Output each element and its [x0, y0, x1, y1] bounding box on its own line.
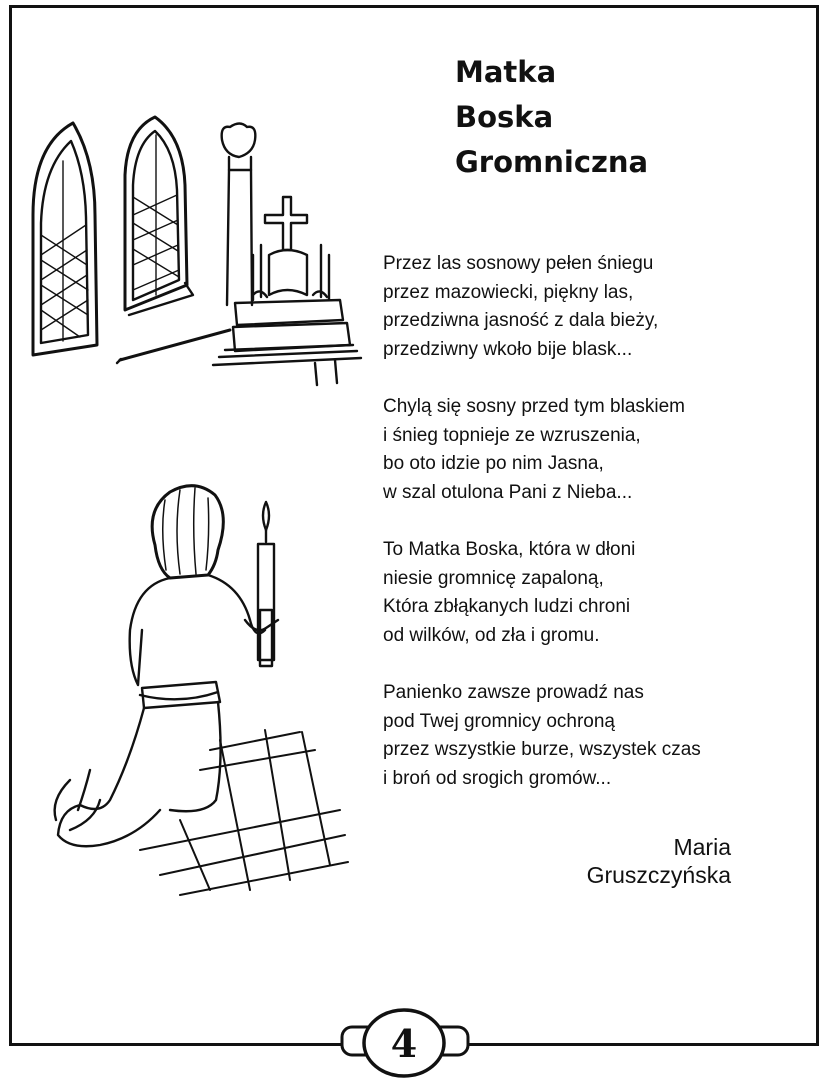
poem-line: przez mazowiecki, piękny las,: [383, 281, 634, 303]
stanza-4: [383, 679, 783, 793]
poem-line: i śnieg topnieje ze wzruszenia,: [383, 424, 641, 446]
poem-line: i broń od srogich gromów...: [383, 767, 612, 789]
poem-line: Która zbłąkanych ludzi chroni: [383, 596, 631, 617]
poem-line: Przez las sosnowy pełen śniegu: [383, 253, 654, 274]
author-signature: [587, 833, 731, 889]
stanza-1: [383, 250, 783, 364]
poem-line: To Matka Boska, która w dłoni: [383, 539, 636, 560]
poem-title: [455, 50, 648, 185]
author-last-name: Gruszczyńska: [586, 862, 731, 888]
page-number: 4: [390, 1020, 418, 1066]
title-line: Gromniczna: [455, 145, 649, 179]
stanza-3: [383, 536, 783, 650]
poem-line: od wilków, od zła i gromu.: [383, 624, 600, 646]
poem-line: bo oto idzie po nim Jasna,: [383, 453, 604, 474]
poem-line: Panienko zawsze prowadź nas: [383, 682, 644, 703]
poem-line: pod Twej gromnicy ochroną: [383, 710, 615, 732]
title-line: Boska: [455, 100, 554, 134]
poem-line: niesie gromnicę zapaloną,: [383, 567, 604, 589]
poem-line: Chylą się sosny przed tym blaskiem: [383, 396, 685, 417]
poem-line: przedziwna jasność z dala bieży,: [383, 310, 659, 331]
church-interior-icon: [25, 105, 370, 395]
title-line: Matka: [455, 55, 557, 89]
poem-line: w szal otulona Pani z Nieba...: [383, 481, 633, 503]
author-first-name: Maria: [673, 834, 731, 860]
poem-line: przedziwny wkoło bije blask...: [383, 338, 633, 360]
poem-line: przez wszystkie burze, wszystek czas: [383, 739, 701, 760]
poem-body: [383, 250, 783, 822]
stanza-2: [383, 393, 783, 507]
kneeling-woman-with-candle-icon: [40, 470, 360, 900]
